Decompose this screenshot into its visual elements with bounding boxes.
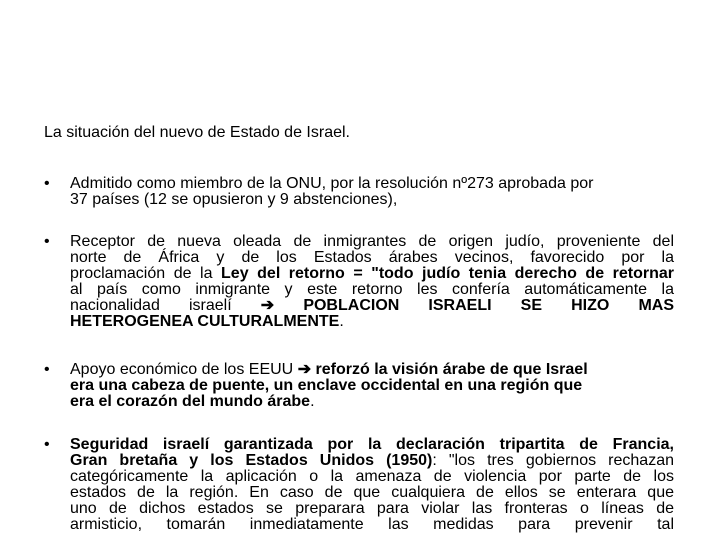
- bold-conclusion: HETEROGENEA CULTURALMENTE: [70, 313, 340, 330]
- bullet-text: [70, 234, 674, 330]
- bullet-text: [70, 437, 674, 533]
- text-line: [70, 394, 674, 410]
- text-segment: .: [339, 313, 344, 330]
- text-segment: nacionalidad israelí: [70, 297, 232, 314]
- bullet-marker: •: [44, 233, 50, 250]
- text-line: norte de África y de los Estados árabes vecinos, favorecido por la: [70, 249, 674, 266]
- text-line: categóricamente la aplicación o la amenaza de violencia por parte de los: [70, 468, 674, 485]
- text-line: al país como inmigrante y este retorno les confería automáticamente la: [70, 281, 674, 298]
- text-line: Receptor de nueva oleada de inmigrantes de origen judío, proveniente del: [70, 233, 674, 250]
- bullet-text: [70, 362, 674, 410]
- text-line: [70, 453, 674, 469]
- bullet-marker: •: [44, 361, 50, 378]
- bold-text: era el corazón del mundo árabe: [70, 393, 311, 410]
- text-line: [70, 298, 674, 314]
- text-line: Admitido como miembro de la ONU, por la resolución nº273 aprobada por: [70, 175, 594, 192]
- bold-text: era una cabeza de puente, un enclave occidental en una región que: [70, 377, 583, 394]
- arrow-icon: ➔: [260, 297, 275, 314]
- bullet-marker: •: [44, 436, 50, 453]
- bold-conclusion: POBLACION ISRAELI SE HIZO MAS: [303, 297, 675, 314]
- text-line: Seguridad israelí garantizada por la declaración tripartita de Francia,: [70, 436, 674, 453]
- text-line: uno de dichos estados se preparara para violar las fronteras o líneas de: [70, 500, 674, 517]
- text-segment: : "los tres gobiernos rechazan: [432, 452, 674, 469]
- law-of-return-text: Ley del retorno = "todo judío tenia derecho de retornar: [221, 265, 674, 282]
- text-segment: proclamación de la: [70, 265, 222, 282]
- bold-text: reforzó la visión árabe de que Israel: [315, 361, 588, 378]
- text-line: [70, 378, 674, 394]
- bold-text: Gran bretaña y los Estados Unidos (1950): [70, 452, 433, 469]
- text-line: estados de la región. En caso de que cualquiera de ellos se enterara que: [70, 484, 674, 501]
- text-segment: Apoyo económico de los EEUU: [70, 361, 294, 378]
- arrow-icon: ➔: [297, 361, 312, 378]
- text-line: 37 países (12 se opusieron y 9 abstenciones),: [70, 191, 398, 208]
- text-line: armisticio, tomarán inmediatamente las medidas para prevenir tal: [70, 516, 674, 533]
- text-segment: .: [310, 393, 315, 410]
- text-line: [70, 314, 674, 330]
- text-line: [70, 362, 674, 378]
- text-line: [70, 266, 674, 282]
- document-title: La situación del nuevo de Estado de Israel.: [44, 124, 350, 141]
- bullet-marker: •: [44, 175, 50, 192]
- bullet-text: [70, 176, 674, 208]
